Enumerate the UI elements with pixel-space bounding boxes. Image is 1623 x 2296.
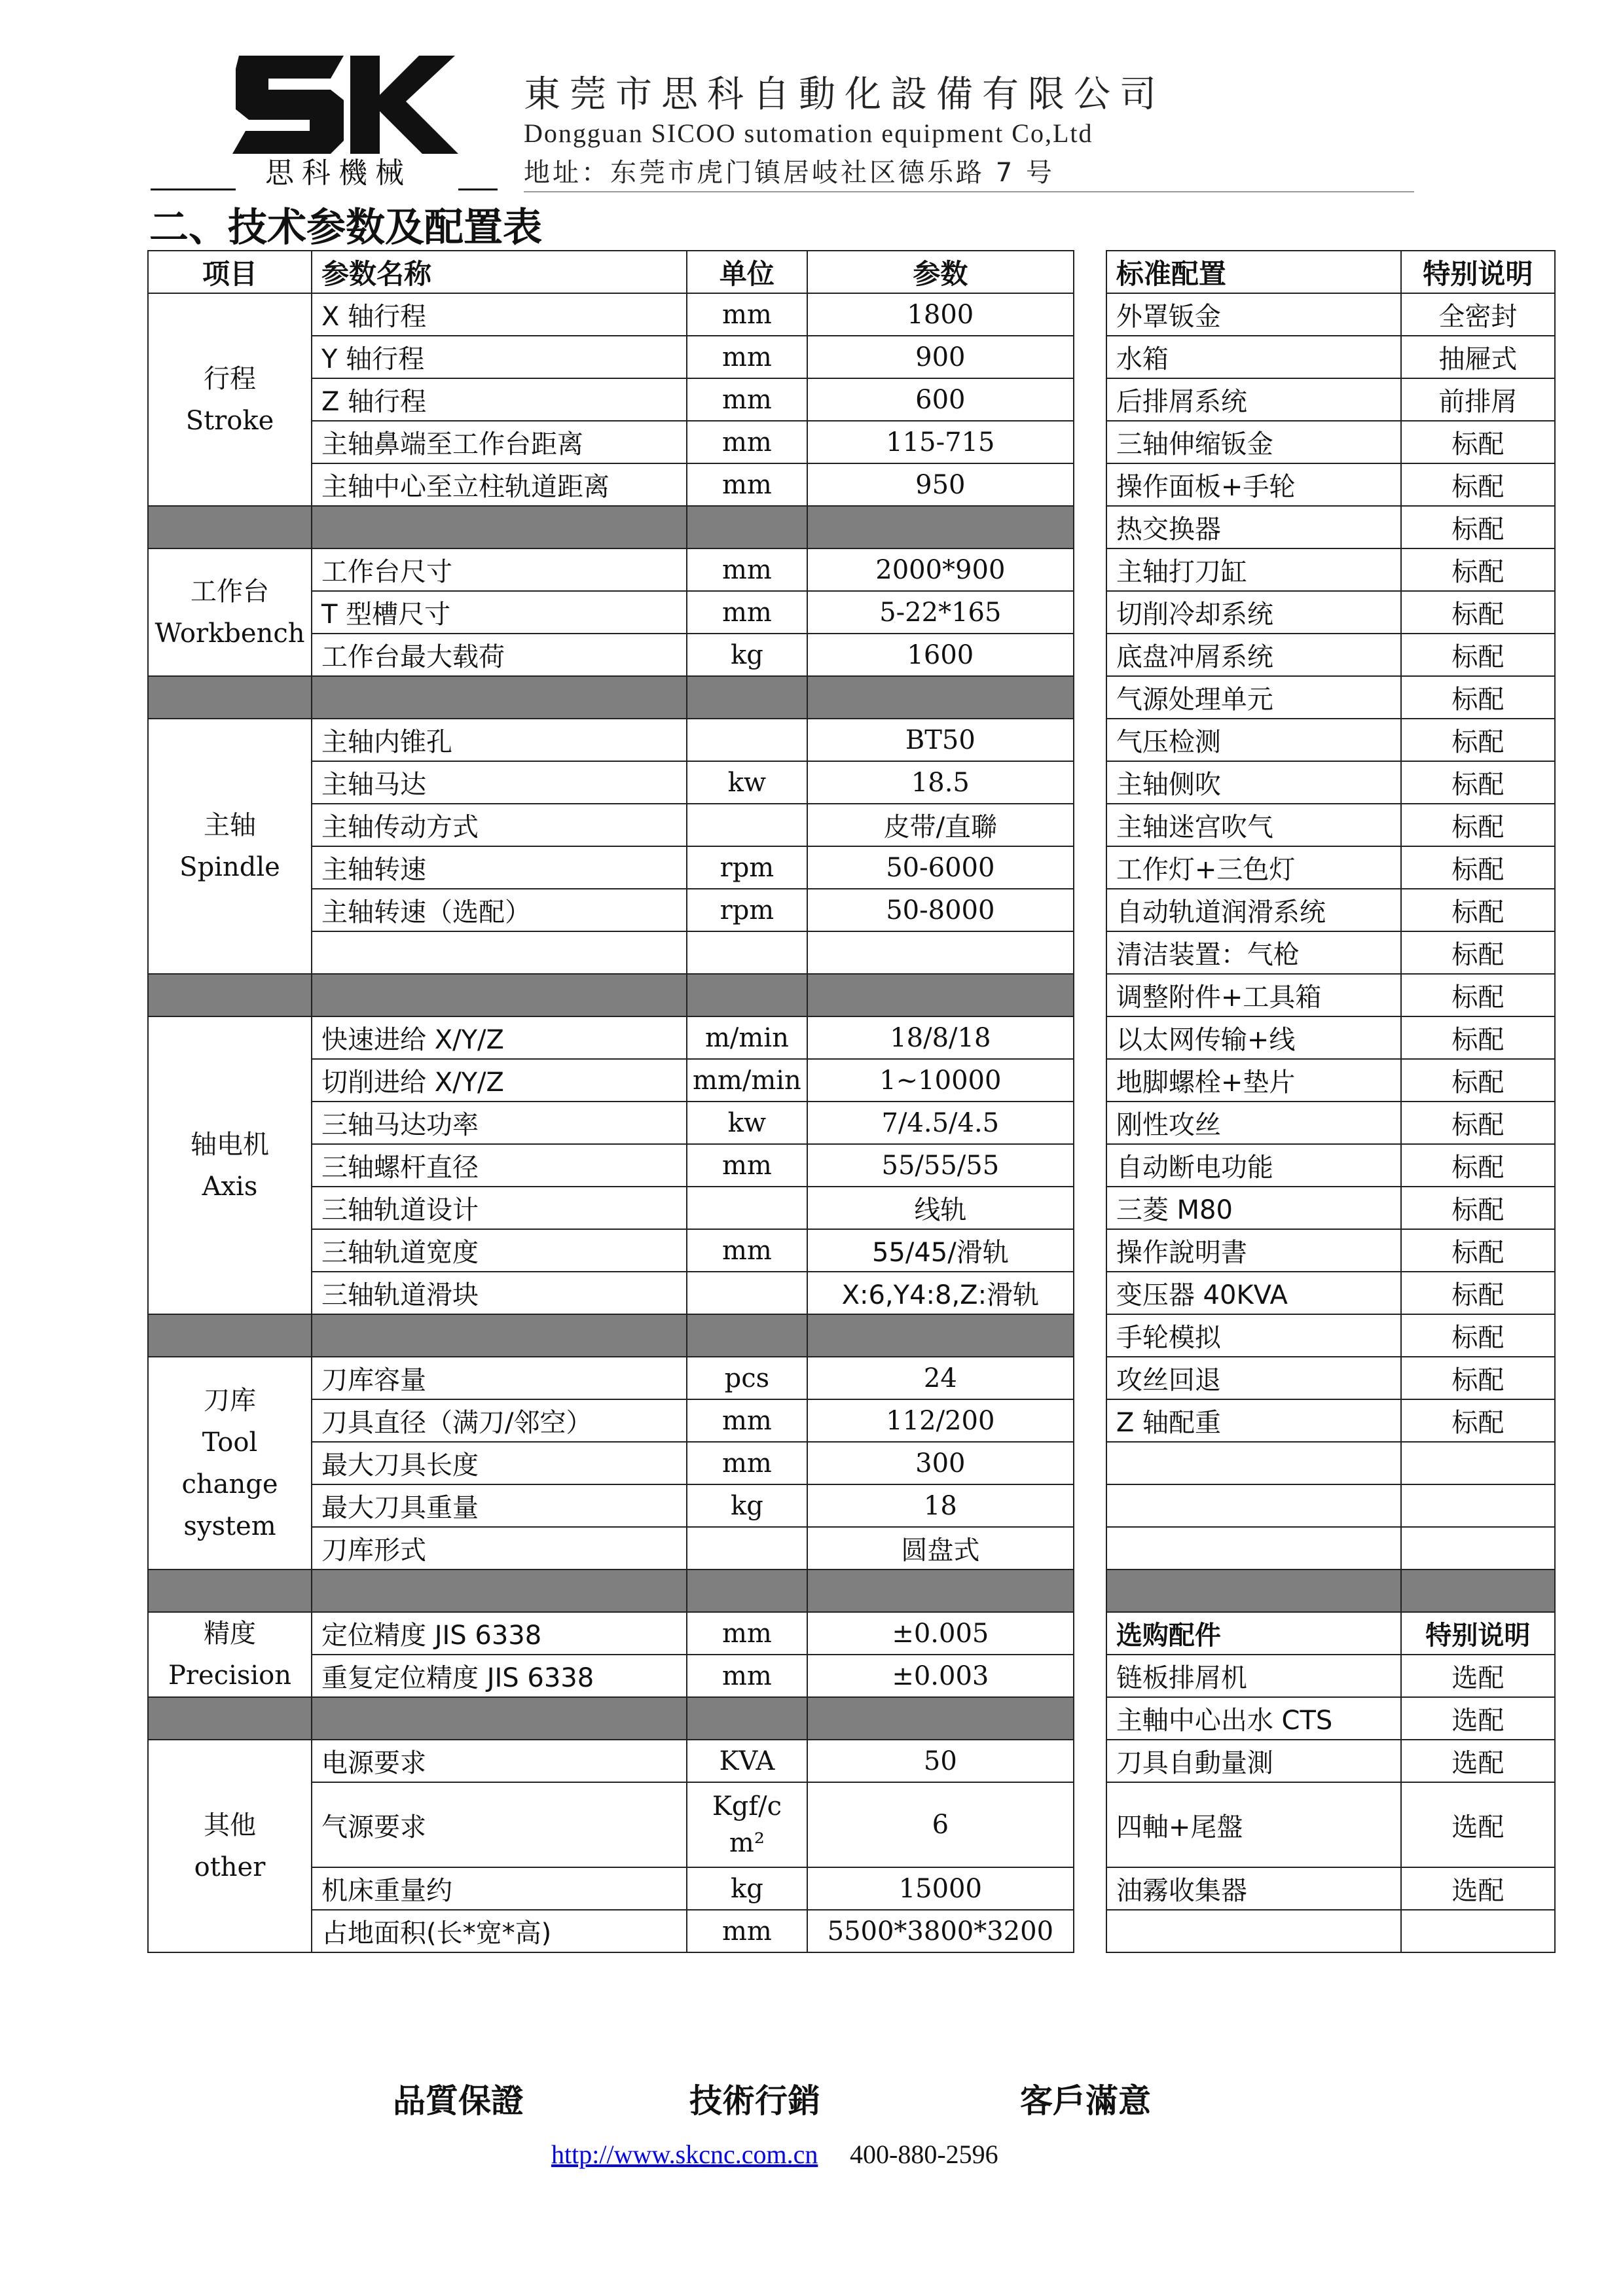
param-unit: m/min [687,1016,807,1059]
std-item: 底盘冲屑系统 [1106,634,1401,676]
param-unit: mm [687,1229,807,1272]
table-row [148,1016,1555,1059]
std-note: 全密封 [1401,293,1555,336]
std-note: 标配 [1401,634,1555,676]
param-unit: mm [687,1442,807,1484]
std-item: 主轴打刀缸 [1106,548,1401,591]
std-note: 前排屑 [1401,378,1555,421]
std-note: 标配 [1401,846,1555,889]
param-unit [687,1187,807,1229]
param-name: 定位精度 JIS 6338 [312,1612,687,1655]
optional-note: 选配 [1401,1697,1555,1740]
param-unit [687,1527,807,1570]
separator-row [148,1314,1555,1357]
param-value: 50 [807,1740,1074,1782]
param-unit: mm [687,378,807,421]
section-title: 二、技术参数及配置表 [149,205,542,251]
table-row [148,463,1555,506]
table-row [148,1867,1555,1910]
param-value: 6 [807,1782,1074,1867]
param-unit: kw [687,1102,807,1144]
param-name: 三轴螺杆直径 [312,1144,687,1187]
group-label-en: system [183,1511,276,1541]
std-note: 标配 [1401,1272,1555,1314]
param-name: 气源要求 [312,1782,687,1867]
group-label-en: Workbench [155,618,305,649]
std-item: 变压器 40KVA [1106,1272,1401,1314]
param-value: 55/45/滑轨 [807,1229,1074,1272]
table-row [148,336,1555,378]
optional-item: 四軸+尾盤 [1106,1782,1401,1867]
param-unit: kg [687,1867,807,1910]
param-value: 线轨 [807,1187,1074,1229]
std-note: 标配 [1401,804,1555,846]
table-row [148,1272,1555,1314]
param-unit: mm [687,548,807,591]
param-value: X:6,Y4:8,Z:滑轨 [807,1272,1074,1314]
table-row [148,889,1555,931]
std-note: 标配 [1401,548,1555,591]
param-unit: mm/min [687,1059,807,1102]
column-gap [1074,336,1106,378]
param-unit [687,1782,807,1867]
table-row [148,1612,1555,1655]
param-unit: mm [687,293,807,336]
group-label-cn: 行程 [204,363,256,394]
std-item: 气源处理单元 [1106,676,1401,719]
std-note: 标配 [1401,421,1555,463]
param-unit: mm [687,1655,807,1697]
param-value: 5500*3800*3200 [807,1910,1074,1952]
company-name-cn: 東莞市思科自動化設備有限公司 [524,73,1165,116]
std-note: 标配 [1401,1229,1555,1272]
optional-item: 链板排屑机 [1106,1655,1401,1697]
group-label-cn: 主轴 [204,810,256,840]
page-header [0,0,1623,196]
std-note: 标配 [1401,1144,1555,1187]
std-note: 标配 [1401,1399,1555,1442]
param-unit-line1: Kgf/c [712,1791,782,1821]
param-value: 1800 [807,293,1074,336]
table-row [148,719,1555,761]
logo-underline-right [458,188,498,190]
param-value: 5-22*165 [807,591,1074,634]
param-unit: kw [687,761,807,804]
std-item: 攻丝回退 [1106,1357,1401,1399]
optional-item: 刀具自動量測 [1106,1740,1401,1782]
param-value: 18 [807,1484,1074,1527]
table-row [148,931,1555,974]
std-item: 地脚螺栓+垫片 [1106,1059,1401,1102]
std-item: 气压检测 [1106,719,1401,761]
param-unit [687,719,807,761]
group-label-cn: 工作台 [191,576,269,607]
param-value: 18.5 [807,761,1074,804]
std-note: 标配 [1401,1102,1555,1144]
param-name: 主轴转速（选配） [312,889,687,931]
group-label-en: Axis [202,1171,258,1202]
table-row [148,421,1555,463]
table-row [148,1357,1555,1399]
std-note: 抽屜式 [1401,336,1555,378]
group-label-cn: 刀库 [204,1385,256,1416]
table-row [148,761,1555,804]
separator-row [148,676,1555,719]
param-name: 最大刀具重量 [312,1484,687,1527]
std-item: 水箱 [1106,336,1401,378]
group-stroke [148,293,312,506]
std-item: 清洁装置：气枪 [1106,931,1401,974]
table-row [148,1484,1555,1527]
param-name: 主轴鼻端至工作台距离 [312,421,687,463]
param-unit: mm [687,336,807,378]
param-value: 50-8000 [807,889,1074,931]
phone-number: 400-880-2596 [850,2140,998,2169]
table-row [148,1782,1555,1867]
slogan-tech: 技術行銷 [689,2082,820,2120]
group-tool [148,1357,312,1570]
group-label-cn: 轴电机 [191,1129,269,1160]
param-name: 工作台最大载荷 [312,634,687,676]
table-row [148,1399,1555,1442]
param-value: 24 [807,1357,1074,1399]
std-item: 刚性攻丝 [1106,1102,1401,1144]
table-row [148,1655,1555,1697]
group-label-cn: 其他 [204,1810,256,1840]
std-item: 后排屑系统 [1106,378,1401,421]
param-unit: pcs [687,1357,807,1399]
group-label-en: other [194,1852,266,1882]
std-item: Z 轴配重 [1106,1399,1401,1442]
param-unit [687,1272,807,1314]
logo-subtitle: 思科機械 [265,156,412,190]
param-value: 115-715 [807,421,1074,463]
param-name: 工作台尺寸 [312,548,687,591]
header-divider [524,191,1414,192]
param-unit [687,804,807,846]
param-value: 900 [807,336,1074,378]
header-param: 参数 [807,251,1074,293]
param-name: 刀库容量 [312,1357,687,1399]
std-note: 标配 [1401,889,1555,931]
param-unit: kg [687,634,807,676]
table-row [148,1442,1555,1484]
param-name: 占地面积(长*宽*高) [312,1910,687,1952]
param-unit: kg [687,1484,807,1527]
slogan-customer: 客戶滿意 [1020,2082,1151,2120]
param-unit: KVA [687,1740,807,1782]
param-unit: rpm [687,846,807,889]
std-note: 标配 [1401,463,1555,506]
spec-table [147,250,1556,1953]
param-unit: rpm [687,889,807,931]
param-unit: mm [687,1612,807,1655]
group-other [148,1740,312,1952]
group-label-en: Spindle [179,852,280,882]
param-name: 三轴轨道宽度 [312,1229,687,1272]
company-address: 地址：东莞市虎门镇居岐社区德乐路 7 号 [524,158,1055,188]
std-note: 标配 [1401,591,1555,634]
param-name: 三轴轨道滑块 [312,1272,687,1314]
std-item: 自动轨道润滑系统 [1106,889,1401,931]
param-value: ±0.005 [807,1612,1074,1655]
table-row [148,634,1555,676]
std-item: 操作面板+手轮 [1106,463,1401,506]
header-item: 项目 [148,251,312,293]
optional-note: 选配 [1401,1867,1555,1910]
table-row [148,293,1555,336]
table-row [148,804,1555,846]
std-item: 热交换器 [1106,506,1401,548]
param-name: 快速进给 X/Y/Z [312,1016,687,1059]
optional-note: 选配 [1401,1782,1555,1867]
website-link[interactable]: http://www.skcnc.com.cn [551,2140,818,2169]
table-row [148,591,1555,634]
param-value: 1600 [807,634,1074,676]
table-row [148,378,1555,421]
group-label-en: Tool [202,1427,258,1458]
param-value: 7/4.5/4.5 [807,1102,1074,1144]
std-note: 标配 [1401,931,1555,974]
group-label-en: change [181,1469,278,1499]
group-axis [148,1016,312,1314]
std-note: 标配 [1401,1357,1555,1399]
std-note: 标配 [1401,1059,1555,1102]
std-item: 操作說明書 [1106,1229,1401,1272]
slogan-quality: 品質保證 [393,2082,524,2120]
param-value: 55/55/55 [807,1144,1074,1187]
group-workbench [148,548,312,676]
separator-row [148,1697,1555,1740]
company-name-en: Dongguan SICOO sutomation equipment Co,Ltd [524,118,1093,148]
param-name: 主轴马达 [312,761,687,804]
header-std-config: 标准配置 [1106,251,1401,293]
std-note: 标配 [1401,1187,1555,1229]
param-name: 三轴马达功率 [312,1102,687,1144]
header-special-note: 特别说明 [1401,251,1555,293]
param-name: Z 轴行程 [312,378,687,421]
optional-note: 选配 [1401,1655,1555,1697]
param-name: 主轴传动方式 [312,804,687,846]
table-row [148,1187,1555,1229]
table-row [148,1527,1555,1570]
param-unit: mm [687,463,807,506]
param-name: 主轴中心至立柱轨道距离 [312,463,687,506]
param-name: 切削进给 X/Y/Z [312,1059,687,1102]
separator-row [148,974,1555,1016]
optional-item: 主軸中心出水 CTS [1106,1697,1401,1740]
std-note: 标配 [1401,676,1555,719]
param-name: T 型槽尺寸 [312,591,687,634]
table-row [148,1910,1555,1952]
param-name: 主轴转速 [312,846,687,889]
group-label-cn: 精度 [204,1619,256,1649]
param-value: 圆盘式 [807,1527,1074,1570]
table-row [148,846,1555,889]
std-note: 标配 [1401,974,1555,1016]
param-value: BT50 [807,719,1074,761]
std-note: 标配 [1401,1016,1555,1059]
std-note: 标配 [1401,1314,1555,1357]
param-name: 主轴内锥孔 [312,719,687,761]
header-optional-note: 特别说明 [1401,1612,1555,1655]
param-value: 950 [807,463,1074,506]
param-unit: mm [687,1910,807,1952]
param-unit: mm [687,1399,807,1442]
param-value: 15000 [807,1867,1074,1910]
param-name: 电源要求 [312,1740,687,1782]
param-unit: mm [687,1144,807,1187]
group-label-en: Stroke [185,405,274,436]
param-unit: mm [687,421,807,463]
separator-row [148,1570,1555,1612]
column-gap [1074,293,1106,336]
param-value: ±0.003 [807,1655,1074,1697]
header-unit: 单位 [687,251,807,293]
column-gap [1074,463,1106,506]
std-note: 标配 [1401,719,1555,761]
param-name: 刀具直径（满刀/邻空） [312,1399,687,1442]
table-row [148,1144,1555,1187]
table-row [148,1059,1555,1102]
std-note: 标配 [1401,761,1555,804]
logo-underline-left [151,188,236,190]
param-name: 最大刀具长度 [312,1442,687,1484]
table-row [148,548,1555,591]
param-name: 刀库形式 [312,1527,687,1570]
param-name: 重复定位精度 JIS 6338 [312,1655,687,1697]
header-param-name: 参数名称 [312,251,687,293]
param-name: 机床重量约 [312,1867,687,1910]
std-item: 调整附件+工具箱 [1106,974,1401,1016]
group-label-en: Precision [168,1660,292,1691]
param-value: 18/8/18 [807,1016,1074,1059]
param-value: 2000*900 [807,548,1074,591]
optional-item: 油霧收集器 [1106,1867,1401,1910]
optional-note: 选配 [1401,1740,1555,1782]
sk-logo [232,49,458,154]
std-item: 外罩钣金 [1106,293,1401,336]
table-row [148,1740,1555,1782]
param-name: 三轴轨道设计 [312,1187,687,1229]
std-item: 主轴迷宫吹气 [1106,804,1401,846]
std-note: 标配 [1401,506,1555,548]
column-gap [1074,378,1106,421]
param-value: 300 [807,1442,1074,1484]
std-item: 手轮模拟 [1106,1314,1401,1357]
param-value: 112/200 [807,1399,1074,1442]
param-value: 50-6000 [807,846,1074,889]
std-item: 三菱 M80 [1106,1187,1401,1229]
param-value: 600 [807,378,1074,421]
separator-row [148,506,1555,548]
header-optional: 选购配件 [1106,1612,1401,1655]
param-name: Y 轴行程 [312,336,687,378]
param-value: 皮带/直聯 [807,804,1074,846]
table-header-row [148,251,1555,293]
param-unit: mm [687,591,807,634]
group-spindle [148,719,312,974]
group-precision [148,1612,312,1697]
std-item: 以太网传输+线 [1106,1016,1401,1059]
column-gap [1074,251,1106,293]
param-unit-line2: m² [729,1828,765,1858]
std-item: 工作灯+三色灯 [1106,846,1401,889]
std-item: 自动断电功能 [1106,1144,1401,1187]
std-item: 三轴伸缩钣金 [1106,421,1401,463]
param-name: X 轴行程 [312,293,687,336]
std-item: 切削冷却系统 [1106,591,1401,634]
table-row [148,1102,1555,1144]
std-item: 主轴侧吹 [1106,761,1401,804]
param-value: 1~10000 [807,1059,1074,1102]
column-gap [1074,421,1106,463]
table-row [148,1229,1555,1272]
